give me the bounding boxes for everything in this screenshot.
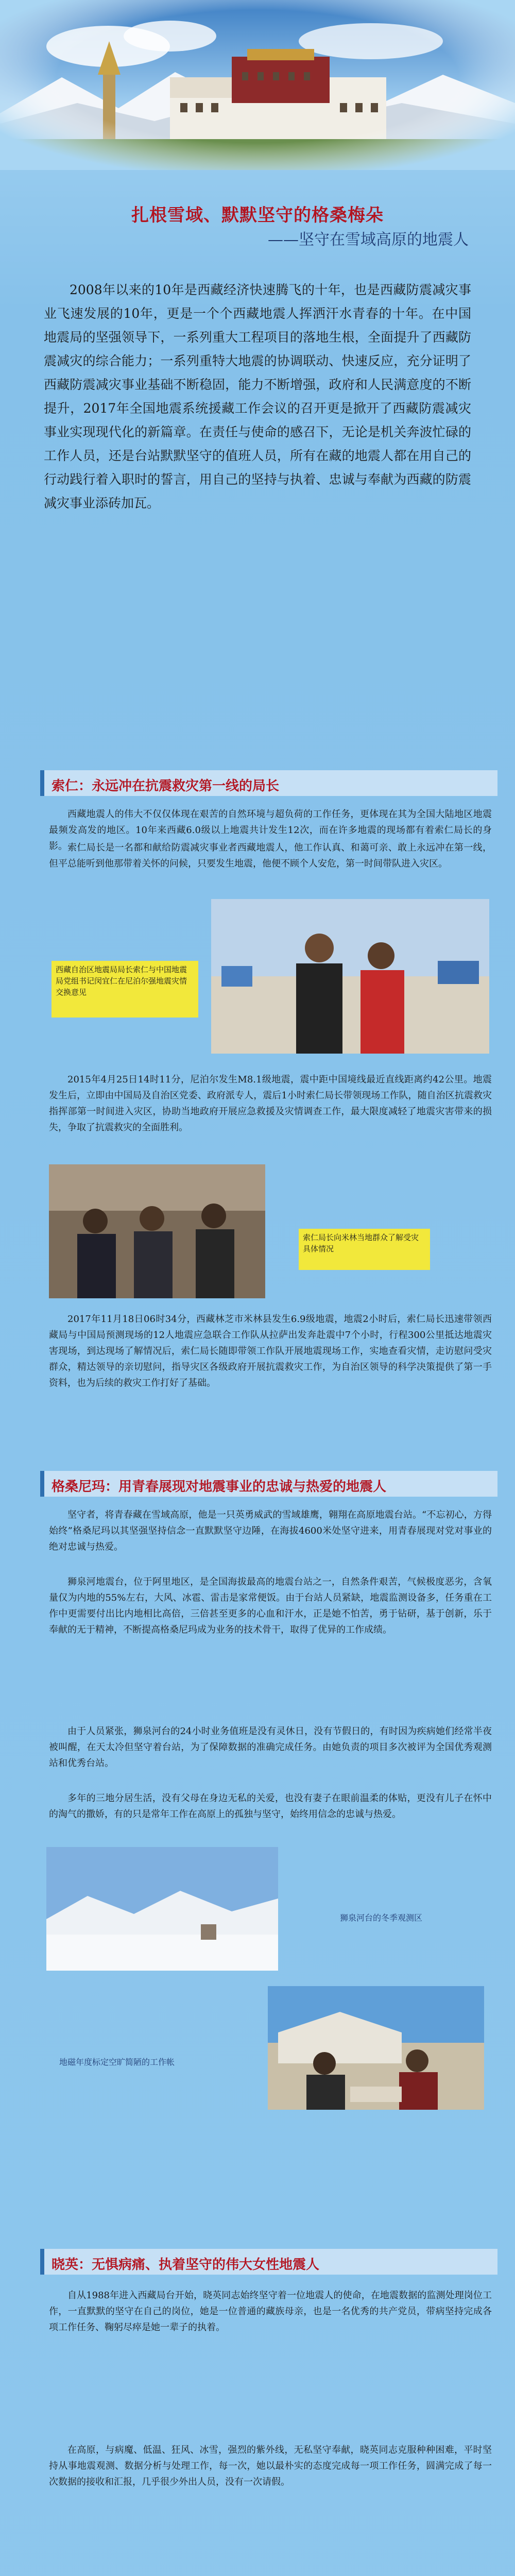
earthquake-site-photo — [211, 899, 489, 1054]
section1-paragraph-3: 2015年4月25日14时11分，尼泊尔发生M8.1级地震，震中距中国境线最近直线距离约42公里。地震发生后，立即由中国局及自治区党委、政府派专人，震后1小时索仁局长带领现场工作队，随自治区抗震救灾指挥部第一时间进入灾区，协助当地政府开展应急救援及灾情调查工作，最大限度减轻了地震灾害带来的损失，争取了抗震救灾的全面胜利。 — [49, 1074, 492, 1133]
section3-paragraph-1: 自从1988年进入西藏局台开始，晓英同志始终坚守着一位地震人的使命，在地震数据的监测处理岗位工作，一直默默的坚守在自己的岗位，她是一位普通的藏族母亲，也是一名优秀的共产党员，带病坚持完成各项工作任务、鞠躬尽瘁是她一辈子的执着。 — [49, 2290, 492, 2333]
section3-paragraph-2: 在高原，与病魔、低温、狂风、冰雪，强烈的紫外线，无私坚守奉献，晓英同志克服种种困难，平时坚持从事地震观测、数据分析与处理工作，每一次，她以最朴实的态度完成每一项工作任务，圆满完成了每一次数据的接收和汇报，几乎很少外出人员，没有一次请假。 — [49, 2445, 492, 2487]
section1-heading: 索仁：永远冲在抗震救灾第一线的局长 — [52, 778, 280, 794]
section2-paragraph-1: 坚守者，将青春藏在雪域高原，他是一只英勇威武的雪域雄鹰，翱翔在高原地震台站。“不忘初心，方得始终”格桑尼玛以其坚强坚持信念一直默默坚守边陲，在海拔4600米处坚守进来，用青春展现对党对事业的绝对忠诚与热爱。 — [49, 1510, 492, 1552]
header-banner — [0, 0, 515, 170]
village-inspection-photo — [49, 1164, 265, 1298]
field-tent-photo — [268, 1986, 484, 2110]
section2-caption-2: 地磁年度标定空旷简陋的工作帐 — [59, 2057, 175, 2067]
section2-caption-1: 狮泉河台的冬季观测区 — [340, 1913, 423, 1923]
section1-paragraph-1: 西藏地震人的伟大不仅仅体现在艰苦的自然环境与超负荷的工作任务，更体现在其为全国大陆地区地震最频发高发的地区。10年来西藏6.0级以上地震共计发生12次，而在许多地震的现场都有着索仁局长的身影。 — [49, 809, 492, 852]
section-heading-bar — [40, 2249, 497, 2275]
winter-observation-area-photo — [46, 1847, 278, 1971]
section2-paragraph-3: 由于人员紧张，狮泉河台的24小时业务值班是没有灵休日，没有节假日的，有时因为疾病她们经常半夜被叫醒，在天太冷但坚守着台站，为了保障数据的准确完成任务。由她负责的项目多次被评为全国优秀观测站和优秀台站。 — [49, 1726, 492, 1769]
section3-heading: 晓英：无惧病痛、执着坚守的伟大女性地震人 — [52, 2257, 320, 2273]
page-subtitle: ——坚守在雪域高原的地震人 — [268, 231, 469, 249]
section1-caption-1: 西藏自治区地震局局长索仁与中国地震局党组书记闵宜仁在尼泊尔强地震灾情交换意见 — [52, 961, 198, 1018]
section2-heading: 格桑尼玛：用青春展现对地震事业的忠诚与热爱的地震人 — [52, 1479, 387, 1495]
section1-paragraph-2: 索仁局长是一名都和献给防震减灾事业者西藏地震人，他工作认真、和蔼可亲、敢上永远冲在第一线，但平总能听到他那带着关怀的问候，只要发生地震，他便不顾个人安危，第一时间带队进入灾区。 — [49, 842, 492, 869]
section1-caption-2: 索仁局长向米林当地群众了解受灾具体情况 — [299, 1229, 430, 1270]
potala-palace-banner-image — [0, 0, 515, 170]
section-heading-bar — [40, 770, 497, 796]
section2-paragraph-2: 狮泉河地震台，位于阿里地区，是全国海拔最高的地震台站之一，自然条件艰苦，气候极度恶劣，含氧量仅为内地的55%左右，大风、冰雹、雷击是家常便饭。由于台站人员紧缺，地震监测设备多，任务重在工作中更需要付出比内地相比高倍，三倍甚至更多的心血和汗水，正是她不怕苦，勇于钻研，基于创新，乐于奉献的无于精神，不断提高格桑尼玛成为业务的技术骨干，取得了优异的工作成绩。 — [49, 1577, 492, 1635]
section-heading-bar — [40, 1471, 497, 1497]
section2-paragraph-4: 多年的三地分居生活，没有父母在身边无私的关爱，也没有妻子在眼前温柔的体贴，更没有儿子在怀中的淘气的撒娇，有的只是常年工作在高原上的孤独与坚守，始终用信念的忠诚与热爱。 — [49, 1793, 492, 1820]
page-title: 扎根雪域、默默坚守的格桑梅朵 — [131, 205, 384, 226]
section1-paragraph-4: 2017年11月18日06时34分，西藏林芝市米林县发生6.9级地震，地震2小时后，索仁局长迅速带领西藏局与中国局预测现场的12人地震应急联合工作队从拉萨出发奔赴震中7个小时，行程300公里抵达地震灾害现场，到达现场了解情况后，索仁局长随即带领工作队开展地震现场工作，实地查看灾情，走访慰问受灾群众，精达领导的亲切慰问，指导灾区各级政府开展抗震救灾工作，为自治区领导的科学决策提供了第一手资料，也为后续的救灾工作打好了基础。 — [49, 1314, 492, 1388]
intro-paragraph: 2008年以来的10年是西藏经济快速腾飞的十年，也是西藏防震减灾事业飞速发展的10年，更是一个个西藏地震人挥洒汗水青春的十年。在中国地震局的坚强领导下，一系列重大工程项目的落地生根，全面提升了西藏防震减灾的综合能力；一系列重特大地震的协调联动、快速反应，充分证明了西藏防震减灾事业基础不断稳固，能力不断增强，政府和人民满意度的不断提升，2017年全国地震系统援藏工作会议的召开更是掀开了西藏防震减灾事业实现现代化的新篇章。在责任与使命的感召下，无论是机关奔波忙碌的工作人员，还是台站默默坚守的值班人员，所有在藏的地震人都在用自己的行动践行着入职时的誓言，用自己的坚持与执着、忠诚与奉献为西藏的防震减灾事业添砖加瓦。 — [44, 282, 471, 511]
